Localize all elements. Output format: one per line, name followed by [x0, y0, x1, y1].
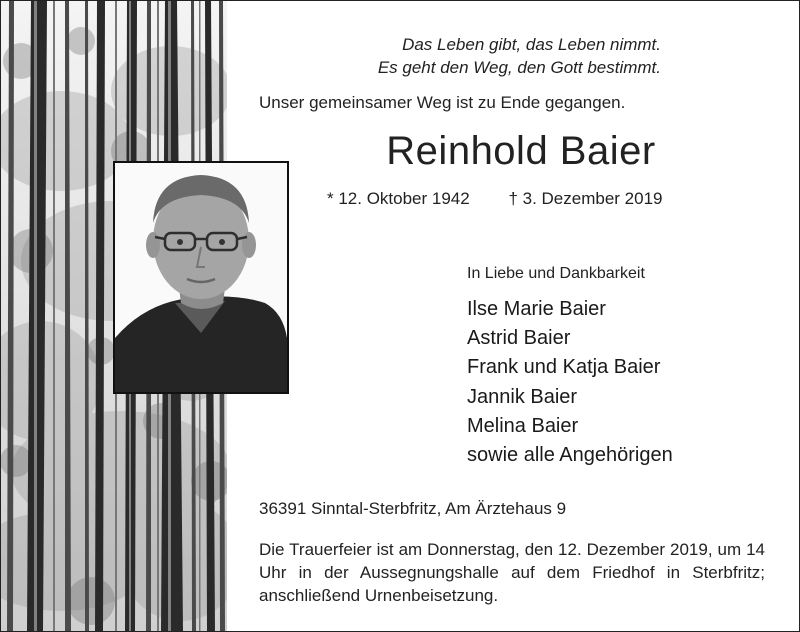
- mourners-list: [467, 295, 673, 470]
- quote-verse: [331, 33, 661, 79]
- mourner-name: sowie alle Angehörigen: [467, 444, 673, 467]
- quote-line-2: Es geht den Weg, den Gott bestimmt.: [377, 58, 661, 77]
- birth-date: * 12. Oktober 1942: [327, 189, 470, 208]
- portrait-photo: [113, 161, 289, 394]
- quote-line-1: Das Leben gibt, das Leben nimmt.: [402, 35, 661, 54]
- thanks-line: In Liebe und Dankbarkeit: [467, 265, 645, 282]
- life-dates: [327, 189, 663, 209]
- mourner-name: Astrid Baier: [467, 327, 571, 350]
- service-details: Die Trauerfeier ist am Donnerstag, den 12. Dezember 2019, um 14 Uhr in der Aussegnungshalle auf dem Friedhof in Sterbfritz; anschließend Urnenbeisetzung.: [259, 540, 765, 605]
- deceased-name: Reinhold Baier: [386, 129, 656, 173]
- mourner-name: Ilse Marie Baier: [467, 298, 606, 320]
- intro-text: Unser gemeinsamer Weg ist zu Ende gegangen.: [259, 93, 626, 112]
- address-line: 36391 Sinntal-Sterbfritz, Am Ärztehaus 9: [259, 499, 567, 518]
- death-date: † 3. Dezember 2019: [508, 189, 663, 208]
- mourner-name: Melina Baier: [467, 414, 579, 437]
- mourner-name: Jannik Baier: [467, 385, 578, 408]
- mourner-name: Frank und Katja Baier: [467, 356, 661, 379]
